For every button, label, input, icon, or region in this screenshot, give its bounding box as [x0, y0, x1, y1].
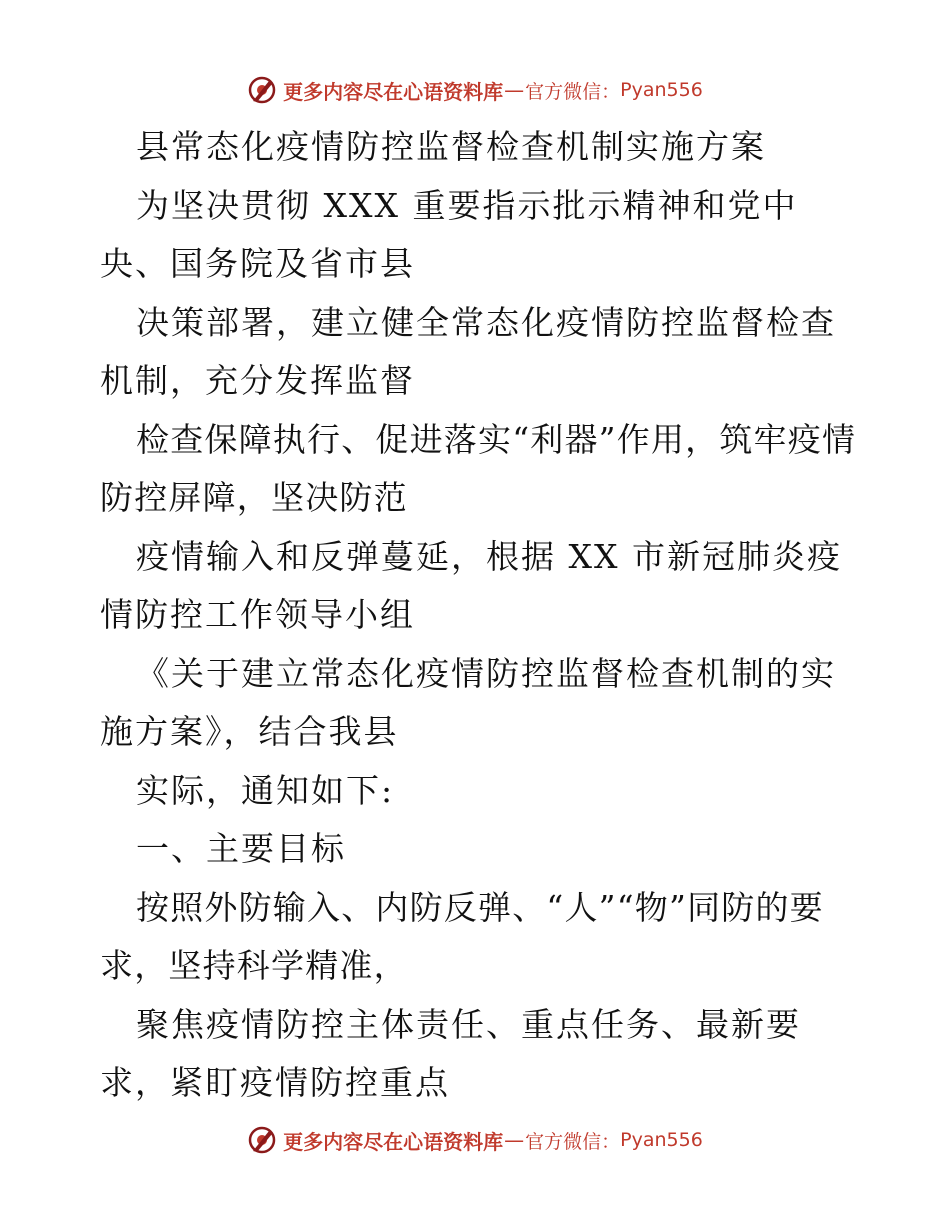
header-watermark-banner	[0, 70, 950, 110]
banner-wechat-handle: Pyan556	[620, 1129, 703, 1151]
paragraph: 检查保障执行、促进落实“利器”作用，筑牢疫情防控屏障，坚决防范	[100, 419, 857, 517]
document-title: 县常态化疫情防控监督检查机制实施方案	[136, 127, 766, 166]
banner-promo-text: 更多内容尽在心语资料库	[283, 1129, 504, 1154]
paragraph: 决策部署，建立健全常态化疫情防控监督检查机制，充分发挥监督	[100, 302, 836, 400]
banner-wechat-label: 官方微信：	[525, 1130, 621, 1153]
footer-watermark-banner	[0, 1120, 950, 1160]
paragraph: 《关于建立常态化疫情防控监督检查机制的实施方案》，结合我县	[100, 653, 836, 751]
banner-separator: —	[504, 78, 525, 102]
quill-logo-icon	[247, 75, 277, 105]
banner-promo-text: 更多内容尽在心语资料库	[283, 79, 504, 104]
banner-separator: —	[504, 1128, 525, 1152]
paragraph: 按照外防输入、内防反弹、“人”“物”同防的要求，坚持科学精准，	[100, 887, 824, 985]
paragraph: 疫情输入和反弹蔓延，根据 XX 市新冠肺炎疫情防控工作领导小组	[100, 536, 842, 634]
paragraph: 聚焦疫情防控主体责任、重点任务、最新要求，紧盯疫情防控重点	[100, 1004, 801, 1102]
quill-logo-icon	[247, 1125, 277, 1155]
section-heading: 一、主要目标	[136, 829, 346, 868]
banner-wechat-label: 官方微信：	[525, 80, 621, 103]
paragraph: 实际，通知如下:	[136, 770, 395, 810]
banner-wechat-handle: Pyan556	[620, 79, 703, 101]
document-body	[100, 118, 860, 1113]
paragraph: 为坚决贯彻 XXX 重要指示批示精神和党中央、国务院及省市县	[100, 185, 798, 283]
